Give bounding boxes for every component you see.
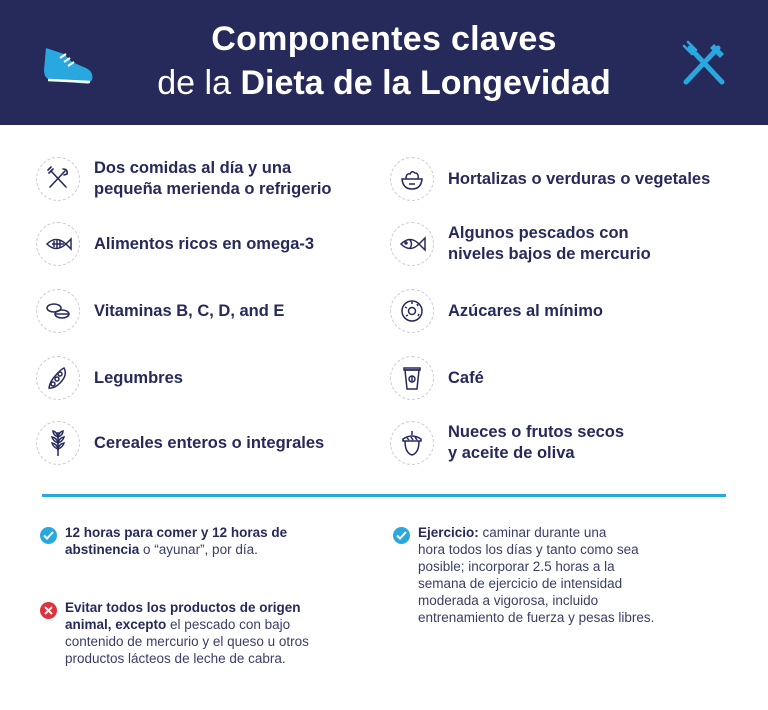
acorn-icon: [390, 421, 434, 465]
note-text: el pescado con bajo: [166, 617, 291, 632]
diet-item-nuts: [390, 421, 624, 465]
diet-item-grains: [36, 421, 324, 465]
pills-icon: [36, 289, 80, 333]
note-bold: abstinencia: [65, 542, 140, 557]
diet-item-coffee: [390, 356, 484, 400]
diet-item-label: niveles bajos de mercurio: [448, 245, 651, 263]
title-prefix: de la: [157, 64, 231, 102]
diet-item-omega3: [36, 222, 314, 266]
note-bold: Evitar todos los productos de origen: [65, 600, 301, 615]
diet-item-label: Vitaminas B, C, D, and E: [94, 301, 285, 320]
fish-bones-icon: [36, 222, 80, 266]
diet-item-label: Algunos pescados con: [448, 224, 629, 242]
diet-item-sugar: [390, 289, 603, 333]
exercise-note: [418, 524, 738, 626]
diet-item-label: Alimentos ricos en omega-3: [94, 234, 315, 253]
fasting-note: [65, 524, 375, 558]
diet-item-label: Cereales enteros o integrales: [94, 433, 325, 452]
note-text: productos lácteos de leche de cabra.: [65, 651, 286, 666]
diet-item-label: y aceite de oliva: [448, 444, 575, 462]
note-bold: Ejercicio:: [418, 525, 479, 540]
cross-icon: [40, 602, 57, 619]
legume-pod-icon: [36, 356, 80, 400]
page-title-line-2: [0, 64, 768, 103]
diet-item-label: Dos comidas al día y una: [94, 159, 292, 177]
donut-icon: [390, 289, 434, 333]
note-text: contenido de mercurio y el queso u otros: [65, 634, 309, 649]
note-text: semana de ejercicio de intensidad: [418, 576, 623, 591]
diet-item-label: Café: [448, 368, 484, 387]
header-banner: [0, 0, 768, 125]
diet-item-vitamins: [36, 289, 284, 333]
note-bold: animal, excepto: [65, 617, 167, 632]
diet-item-label: Hortalizas o verduras o vegetales: [448, 169, 711, 188]
note-text: entrenamiento de fuerza y pesas libres.: [418, 610, 655, 625]
note-text: posible; incorporar 2.5 horas a la: [418, 559, 615, 574]
diet-item-legumes: [36, 356, 183, 400]
diet-item-label: pequeña merienda o refrigerio: [94, 180, 332, 198]
diet-item-label: Azúcares al mínimo: [448, 301, 603, 320]
vegetable-bowl-icon: [390, 157, 434, 201]
coffee-cup-icon: [390, 356, 434, 400]
note-text: o “ayunar”, por día.: [139, 542, 258, 557]
avoid-note: [65, 599, 375, 667]
diet-item-label: Legumbres: [94, 368, 183, 387]
diet-item-fish: [390, 222, 651, 266]
fork-knife-icon: [36, 157, 80, 201]
fork-knife-icon: [680, 40, 728, 88]
diet-item-label: Nueces o frutos secos: [448, 423, 625, 441]
fish-icon: [390, 222, 434, 266]
note-text: hora todos los días y tanto como sea: [418, 542, 639, 557]
check-icon: [40, 527, 57, 544]
note-text: caminar durante una: [478, 525, 607, 540]
title-emphasis: Dieta de la Longevidad: [240, 64, 611, 102]
note-text: moderada a vigorosa, incluido: [418, 593, 599, 608]
wheat-icon: [36, 421, 80, 465]
check-icon: [393, 527, 410, 544]
diet-item-vegetables: [390, 157, 710, 201]
diet-item-meals: [36, 157, 331, 201]
note-bold: 12 horas para comer y 12 horas de: [65, 525, 288, 540]
page-title-line-1: Componentes claves: [211, 20, 557, 58]
section-divider: [42, 494, 726, 497]
